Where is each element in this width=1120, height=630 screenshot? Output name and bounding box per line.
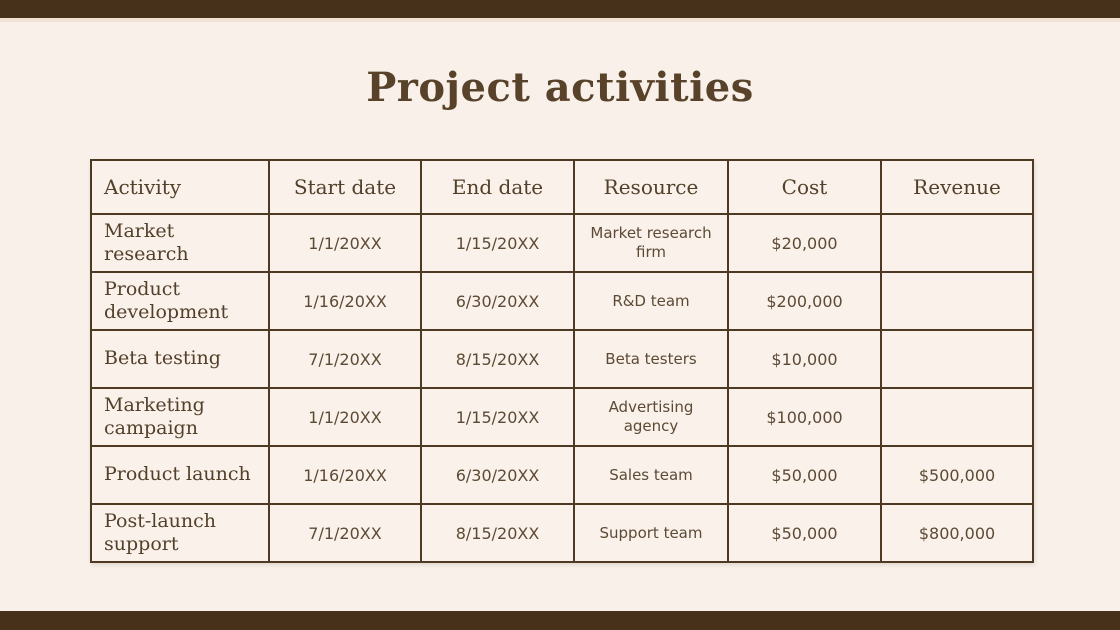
cell-cost: $10,000	[728, 330, 881, 388]
cell-end: 8/15/20XX	[421, 330, 574, 388]
table-row	[91, 272, 1033, 330]
table-row	[91, 330, 1033, 388]
cell-revenue: $800,000	[881, 504, 1033, 562]
table-header-row	[91, 160, 1033, 214]
table-row	[91, 504, 1033, 562]
column-header-start: Start date	[269, 160, 421, 214]
cell-resource: R&D team	[574, 272, 728, 330]
column-header-activity: Activity	[91, 160, 269, 214]
cell-start: 1/1/20XX	[269, 214, 421, 272]
top-accent-bar	[0, 0, 1120, 22]
cell-end: 6/30/20XX	[421, 446, 574, 504]
column-header-resource: Resource	[574, 160, 728, 214]
cell-resource: Support team	[574, 504, 728, 562]
cell-end: 6/30/20XX	[421, 272, 574, 330]
cell-resource: Sales team	[574, 446, 728, 504]
cell-cost: $50,000	[728, 504, 881, 562]
cell-start: 7/1/20XX	[269, 504, 421, 562]
column-header-revenue: Revenue	[881, 160, 1033, 214]
cell-end: 1/15/20XX	[421, 388, 574, 446]
cell-revenue	[881, 272, 1033, 330]
table-row	[91, 214, 1033, 272]
cell-cost: $50,000	[728, 446, 881, 504]
bottom-accent-bar	[0, 611, 1120, 630]
cell-resource: Advertising agency	[574, 388, 728, 446]
cell-activity: Product development	[91, 272, 269, 330]
cell-cost: $20,000	[728, 214, 881, 272]
cell-cost: $200,000	[728, 272, 881, 330]
cell-activity: Product launch	[91, 446, 269, 504]
cell-activity: Beta testing	[91, 330, 269, 388]
cell-start: 1/1/20XX	[269, 388, 421, 446]
cell-activity: Market research	[91, 214, 269, 272]
table-row	[91, 388, 1033, 446]
cell-revenue	[881, 388, 1033, 446]
cell-end: 8/15/20XX	[421, 504, 574, 562]
table-row	[91, 446, 1033, 504]
column-header-cost: Cost	[728, 160, 881, 214]
cell-start: 7/1/20XX	[269, 330, 421, 388]
cell-end: 1/15/20XX	[421, 214, 574, 272]
cell-activity: Post-launch support	[91, 504, 269, 562]
cell-activity: Marketing campaign	[91, 388, 269, 446]
cell-start: 1/16/20XX	[269, 446, 421, 504]
slide-title: Project activities	[366, 64, 754, 111]
cell-cost: $100,000	[728, 388, 881, 446]
cell-resource: Beta testers	[574, 330, 728, 388]
project-activities-table	[90, 159, 1034, 563]
cell-resource: Market research firm	[574, 214, 728, 272]
cell-revenue: $500,000	[881, 446, 1033, 504]
cell-revenue	[881, 214, 1033, 272]
cell-revenue	[881, 330, 1033, 388]
cell-start: 1/16/20XX	[269, 272, 421, 330]
column-header-end: End date	[421, 160, 574, 214]
